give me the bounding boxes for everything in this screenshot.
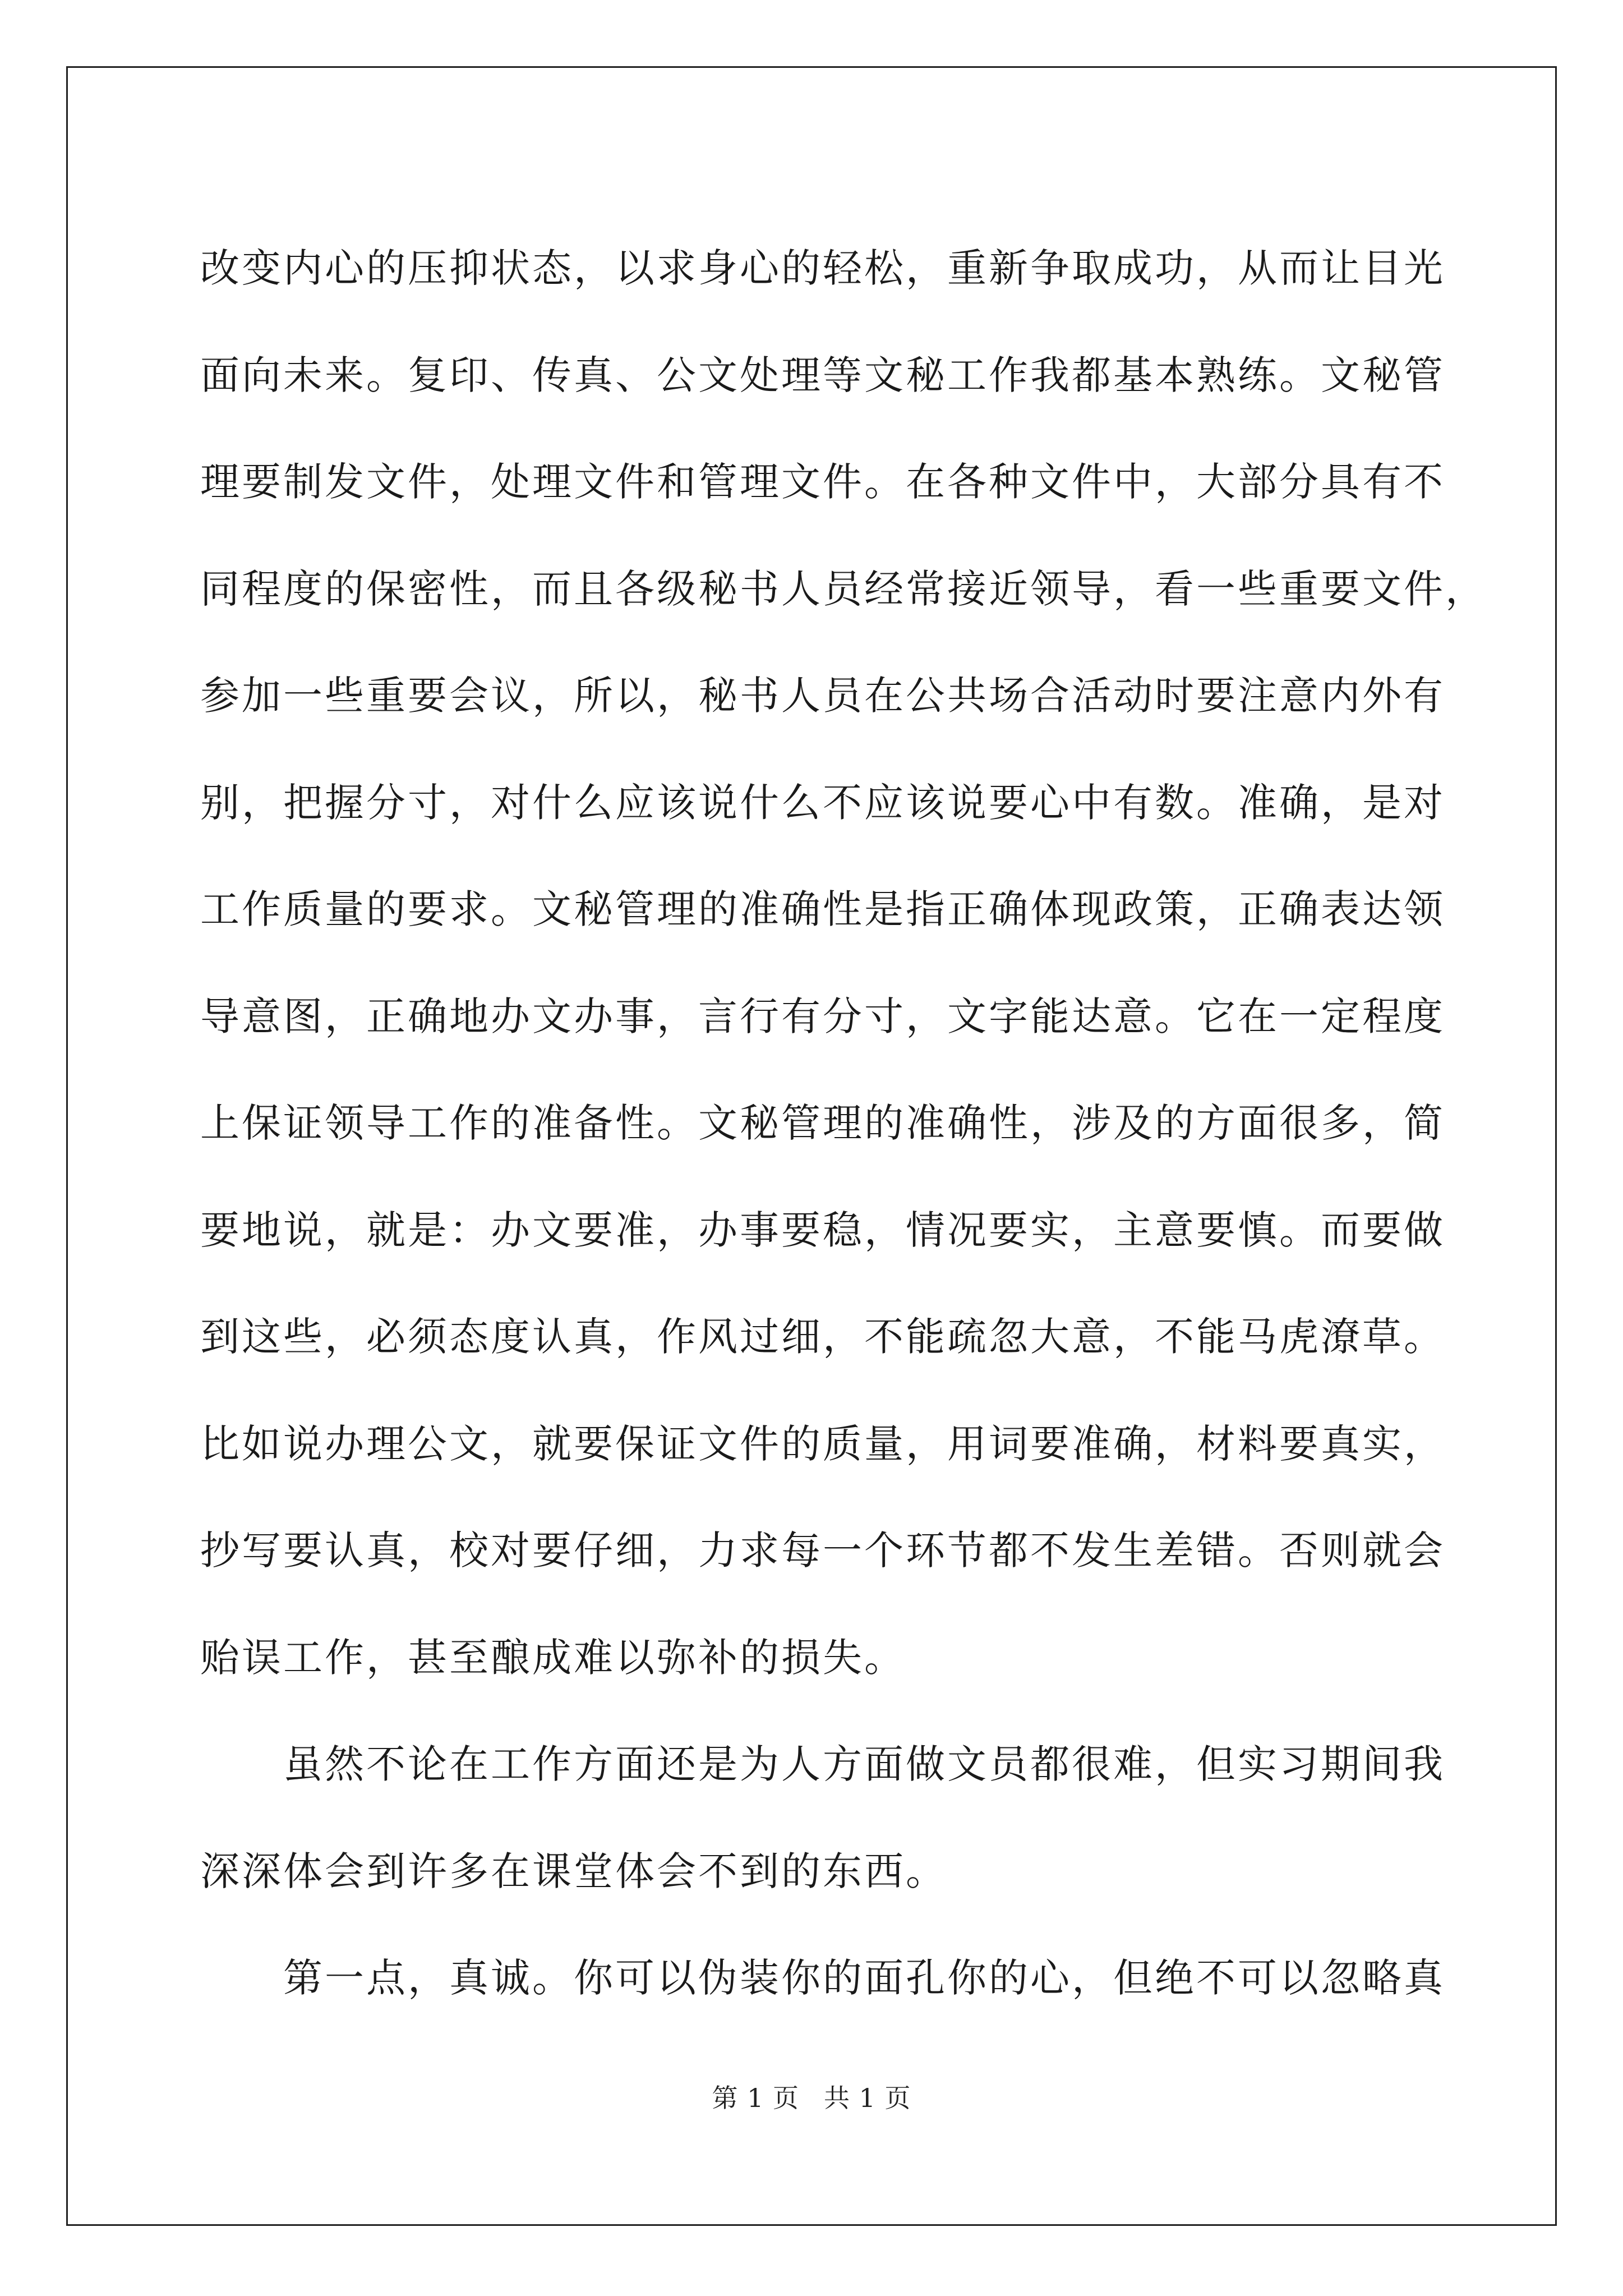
text-line: 抄写要认真，校对要仔细，力求每一个环节都不发生差错。否则就会	[200, 1527, 1445, 1573]
text-line: 导意图，正确地办文办事，言行有分寸，文字能达意。它在一定程度	[200, 993, 1445, 1039]
text-line: 改变内心的压抑状态，以求身心的轻松，重新争取成功，从而让目光	[200, 245, 1445, 291]
paragraph-first-line: 第一点，真诚。你可以伪装你的面孔你的心，但绝不可以忽略真	[283, 1955, 1445, 2001]
page-footer	[0, 2081, 1623, 2115]
text-line: 同程度的保密性，而且各级秘书人员经常接近领导，看一些重要文件，	[200, 565, 1487, 612]
document-body	[200, 215, 1487, 2032]
page-number-label: 第 1 页	[712, 2083, 799, 2113]
text-line: 参加一些重要会议，所以，秘书人员在公共场合活动时要注意内外有	[200, 673, 1445, 719]
text-line: 贻误工作，甚至酿成难以弥补的损失。	[200, 1634, 906, 1681]
paragraph-first-line: 虽然不论在工作方面还是为人方面做文员都很难，但实习期间我	[283, 1741, 1445, 1787]
text-line: 面向未来。复印、传真、公文处理等文秘工作我都基本熟练。文秘管	[200, 352, 1445, 398]
text-line: 比如说办理公文，就要保证文件的质量，用词要准确，材料要真实，	[200, 1420, 1445, 1467]
text-line: 上保证领导工作的准备性。文秘管理的准确性，涉及的方面很多，简	[200, 1100, 1445, 1146]
text-line: 工作质量的要求。文秘管理的准确性是指正确体现政策，正确表达领	[200, 886, 1445, 932]
text-line: 深深体会到许多在课堂体会不到的东西。	[200, 1848, 947, 1894]
text-line: 别，把握分寸，对什么应该说什么不应该说要心中有数。准确，是对	[200, 779, 1445, 826]
text-line: 到这些，必须态度认真，作风过细，不能疏忽大意，不能马虎潦草。	[200, 1314, 1445, 1360]
total-pages-label: 共 1 页	[824, 2083, 911, 2113]
text-line: 要地说，就是：办文要准，办事要稳，情况要实，主意要慎。而要做	[200, 1207, 1445, 1253]
text-line: 理要制发文件，处理文件和管理文件。在各种文件中，大部分具有不	[200, 459, 1445, 505]
